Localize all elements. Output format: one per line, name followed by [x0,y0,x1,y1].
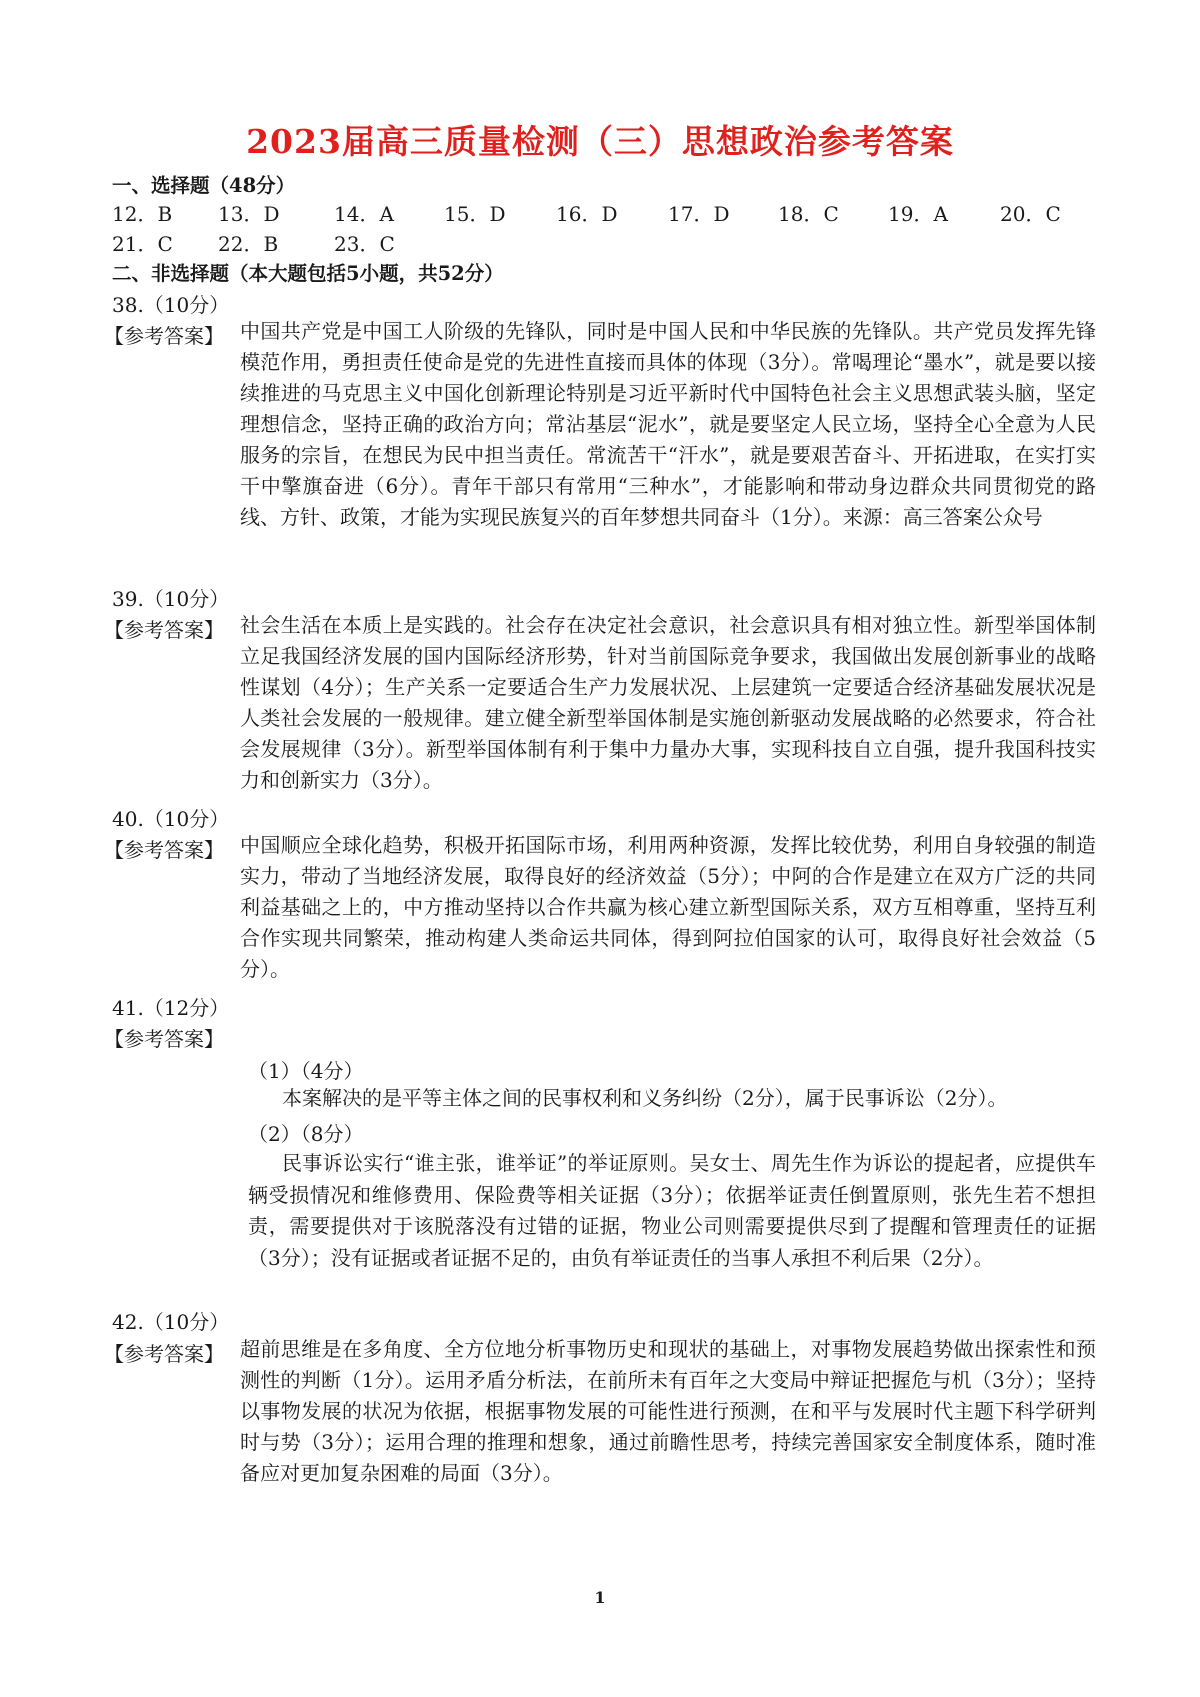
question-40-number: 40.（10分） [112,807,230,831]
mc-answer: 16．D [556,202,618,226]
answer-tag: 【参考答案】 [104,324,224,348]
question-41-part-1-answer: 本案解决的是平等主体之间的民事权利和义务纠纷（2分），属于民事诉讼（2分）。 [282,1086,1008,1110]
question-39-answer: 社会生活在本质上是实践的。社会存在决定社会意识，社会意识具有相对独立性。新型举国体制立足我国经济发展的国内国际经济形势，针对当前国际竞争要求，我国做出发展创新事业的战略性谋划（4分）；生产关系一定要适合生产力发展状况、上层建筑一定要适合经济基础发展状况是人类社会发展的一般规律。建立健全新型举国体制是实施创新驱动发展战略的必然要求，符合社会发展规律（3分）。新型举国体制有利于集中力量办大事，实现科技自立自强，提升我国科技实力和创新实力（3分）。 [240,613,1096,792]
mc-answer: 23．C [334,232,395,256]
question-38-number: 38.（10分） [112,293,230,317]
mc-answer: 18．C [778,202,839,226]
mc-answer: 21．C [112,232,173,256]
mc-answer: 22．B [218,232,279,256]
mc-answer: 14．A [334,202,394,226]
answer-tag: 【参考答案】 [104,1342,224,1366]
question-38-answer: 中国共产党是中国工人阶级的先锋队，同时是中国人民和中华民族的先锋队。共产党员发挥先锋模范作用，勇担责任使命是党的先进性直接而具体的体现（3分）。常喝理论“墨水”，就是要以接续推进的马克思主义中国化创新理论特别是习近平新时代中国特色社会主义思想武装头脑，坚定理想信念，坚持正确的政治方向；常沾基层“泥水”，就是要坚定人民立场，坚持全心全意为人民服务的宗旨，在想民为民中担当责任。常流苦干“汗水”，就是要艰苦奋斗、开拓进取，在实打实干中擎旗奋进（6分）。青年干部只有常用“三种水”，才能影响和带动身边群众共同贯彻党的路线、方针、政策，才能为实现民族复兴的百年梦想共同奋斗（1分）。来源：高三答案公众号 [240,319,1096,529]
question-41-part-1-label: （1）（4分） [248,1059,364,1083]
question-41-number: 41.（12分） [112,996,230,1020]
mc-answer: 15．D [444,202,506,226]
mc-answer: 12．B [112,202,173,226]
mc-answer: 17．D [668,202,730,226]
question-42-number: 42.（10分） [112,1310,230,1334]
answer-tag: 【参考答案】 [104,838,224,862]
mc-answer: 13．D [218,202,280,226]
question-41-part-2-answer: 民事诉讼实行“谁主张，谁举证”的举证原则。吴女士、周先生作为诉讼的提起者，应提供车辆受损情况和维修费用、保险费等相关证据（3分）；依据举证责任倒置原则，张先生若不想担责，需要提供对于该脱落没有过错的证据，物业公司则需要提供尽到了提醒和管理责任的证据（3分）；没有证据或者证据不足的，由负有举证责任的当事人承担不利后果（2分）。 [248,1151,1096,1270]
question-42-answer: 超前思维是在多角度、全方位地分析事物历史和现状的基础上，对事物发展趋势做出探索性和预测性的判断（1分）。运用矛盾分析法，在前所未有百年之大变局中辩证把握危与机（3分）；坚持以事物发展的状况为依据，根据事物发展的可能性进行预测，在和平与发展时代主题下科学研判时与势（3分）；运用合理的推理和想象，通过前瞻性思考，持续完善国家安全制度体系，随时准备应对更加复杂困难的局面（3分）。 [240,1337,1096,1485]
answer-tag: 【参考答案】 [104,1027,224,1051]
mc-answer: 19．A [888,202,948,226]
question-41-part-2-label: （2）（8分） [248,1122,364,1146]
section-multiple-choice-heading: 一、选择题（48分） [112,174,296,197]
document-title: 2023届高三质量检测（三）思想政治参考答案 [246,122,954,161]
section-non-choice-heading: 二、非选择题（本大题包括5小题，共52分） [112,262,504,285]
question-40-answer: 中国顺应全球化趋势，积极开拓国际市场，利用两种资源，发挥比较优势，利用自身较强的制造实力，带动了当地经济发展，取得良好的经济效益（5分）；中阿的合作是建立在双方广泛的共同利益基础之上的，中方推动坚持以合作共赢为核心建立新型国际关系，双方互相尊重，坚持互利合作实现共同繁荣，推动构建人类命运共同体，得到阿拉伯国家的认可，取得良好社会效益（5分）。 [240,833,1096,981]
question-39-number: 39.（10分） [112,587,230,611]
answer-tag: 【参考答案】 [104,618,224,642]
page-number: 1 [594,1588,606,1607]
mc-answer: 20．C [1000,202,1061,226]
